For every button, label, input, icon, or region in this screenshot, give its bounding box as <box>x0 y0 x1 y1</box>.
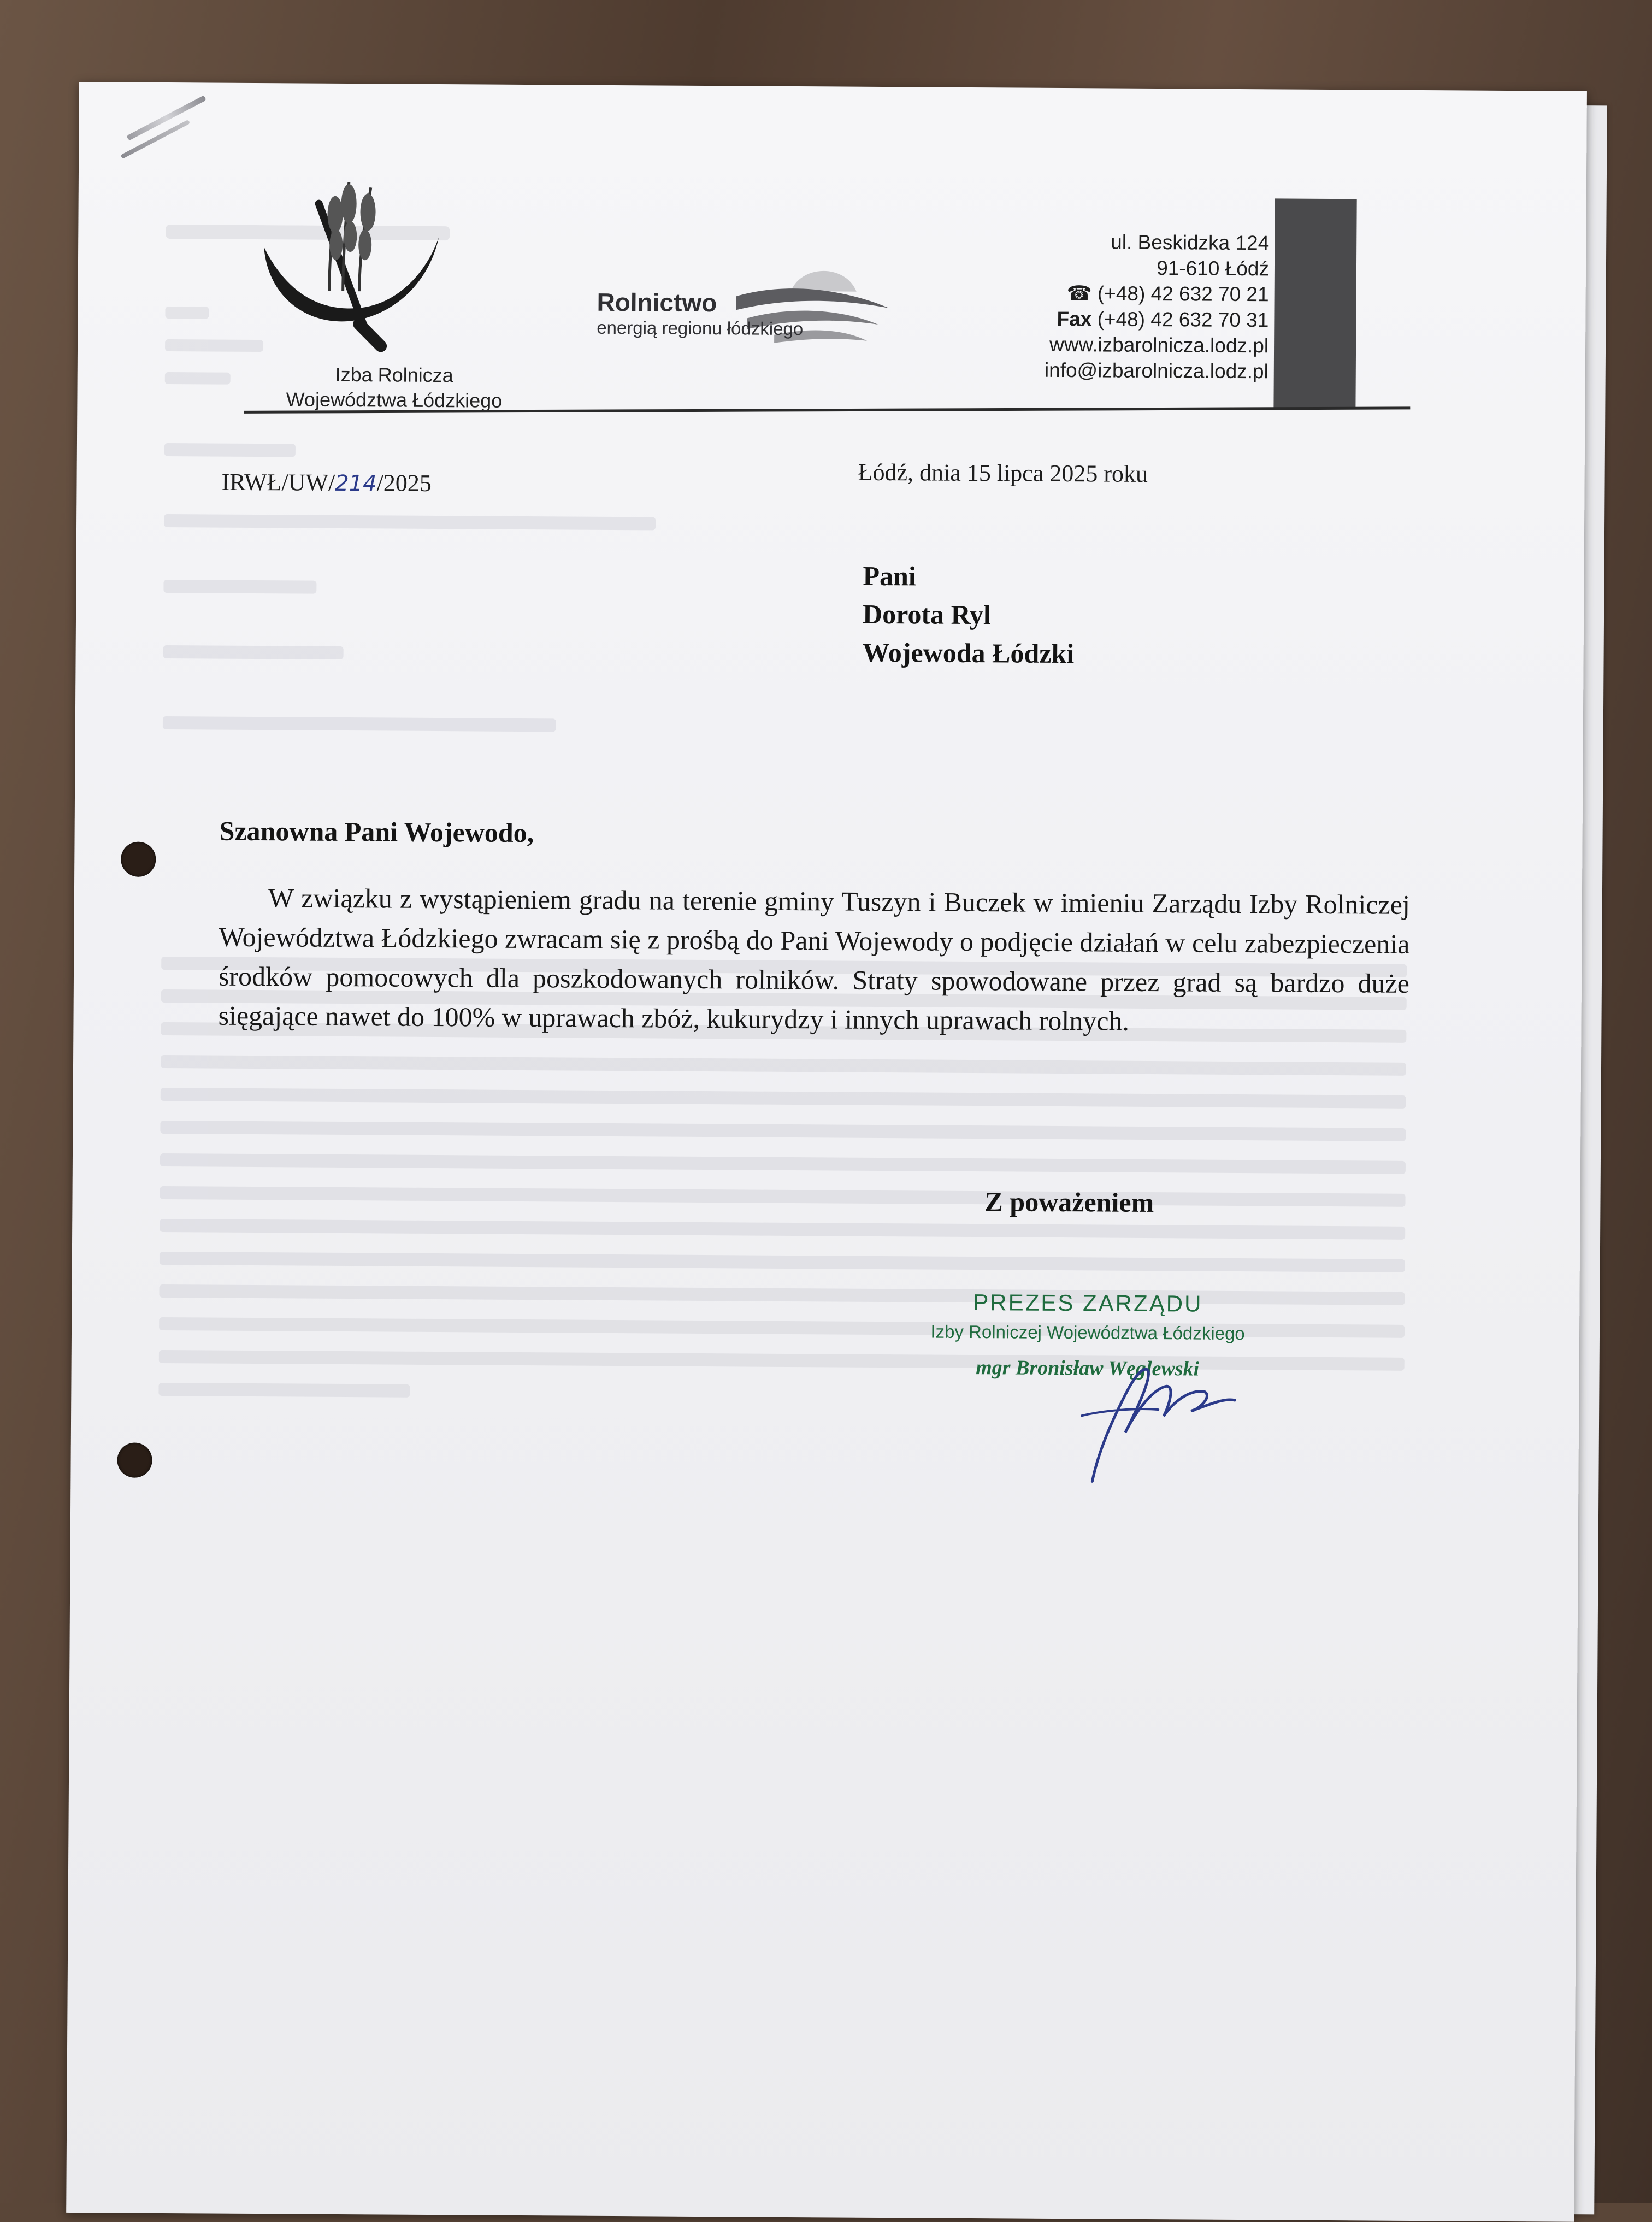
date-line: Łódź, dnia 15 lipca 2025 roku <box>858 458 1148 487</box>
contact-block <box>968 228 1270 384</box>
punch-hole-lower <box>117 1442 152 1477</box>
recipient-line1: Pani <box>863 560 916 592</box>
phone-number: (+48) 42 632 70 21 <box>1097 282 1269 306</box>
stamp-organization: Izby Rolniczej Województwa Łódzkiego <box>930 1321 1245 1344</box>
organization-name-line2: Województwa Łódzkiego <box>286 388 503 412</box>
fax-label: Fax <box>1057 307 1092 331</box>
organization-name-line1: Izba Rolnicza <box>335 363 453 387</box>
reference-number <box>221 468 432 497</box>
header-accent-bar <box>1273 198 1356 409</box>
stamp-name: mgr Bronisław Węglewski <box>976 1356 1200 1381</box>
reference-handwritten-number: 214 <box>335 470 377 497</box>
letter-body: W związku z wystąpieniem gradu na terenie gminy Tuszyn i Buczek w imieniu Zarządu Izby Rolniczej Województwa Łódzkiego zwracam się z prośbą do Pani Wojewody o podjęcie działań w celu zabezpieczenia środków pomocowych dla poszkodowanych rolników. Straty spowodowane przez grad są bardzo duże sięgające nawet do 100% w uprawach zbóż, kukurydzy i innych uprawach rolnych. <box>218 882 1411 1036</box>
handwritten-signature <box>1016 1345 1246 1488</box>
sickle-wheat-logo-icon <box>252 181 450 363</box>
website: www.izbarolnicza.lodz.pl <box>1049 333 1269 357</box>
recipient-line3: Wojewoda Łódzki <box>862 636 1075 669</box>
address-city: 91-610 Łódź <box>1157 257 1270 280</box>
fax-line <box>968 305 1268 333</box>
salutation: Szanowna Pani Wojewodo, <box>219 815 534 848</box>
email: info@izbarolnicza.lodz.pl <box>1044 358 1268 383</box>
punch-hole-upper <box>121 841 156 876</box>
phone-line <box>969 280 1269 307</box>
closing: Z poważeniem <box>984 1186 1154 1218</box>
address-street: ul. Beskidzka 124 <box>1111 231 1270 255</box>
fax-number: (+48) 42 632 70 31 <box>1097 308 1269 332</box>
organization-name <box>246 362 542 414</box>
campaign-subtitle: energią regionu łódzkiego <box>597 317 804 339</box>
recipient-line2: Dorota Ryl <box>862 598 992 630</box>
campaign-title: Rolnictwo <box>597 287 717 317</box>
reference-prefix: IRWŁ/UW/ <box>221 468 335 496</box>
reference-suffix: /2025 <box>376 469 432 497</box>
stamp-title: PREZES ZARZĄDU <box>973 1289 1203 1317</box>
phone-icon: ☎ <box>1066 282 1098 305</box>
letter-page <box>66 82 1587 2222</box>
recipient-block <box>862 557 1075 673</box>
